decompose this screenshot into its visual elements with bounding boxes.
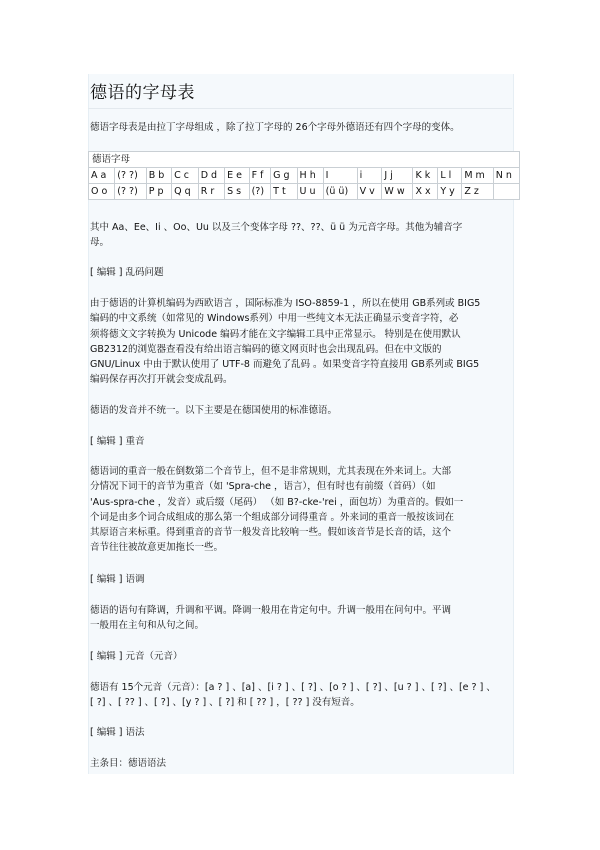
- text-line: 分情况下词干的音节为重音（如 'Spra-che ，语言），但有时也有前缀（首码）（如: [90, 481, 436, 493]
- vowels-paragraph: [90, 220, 512, 251]
- alphabet-cell: [493, 184, 519, 200]
- text-line: 其原语言来标重。得到重音的音节一般发音比较响一些。假如该音节是长音的话，这个: [90, 527, 452, 539]
- alphabet-cell: U u: [297, 184, 323, 200]
- text-line: 一般用在主句和从句之间。: [90, 620, 205, 632]
- pronunciation-paragraph: 德语的发音并不统一。以下主要是在德国使用的标准德语。: [90, 405, 338, 416]
- text-line: 由于德语的计算机编码为西欧语言 ，国际标准为 ISO-8859-1 ，所以在使用 GB系列或 BIG5: [90, 298, 481, 309]
- alphabet-cell: N n: [493, 168, 519, 184]
- alphabet-cell: H h: [297, 168, 323, 184]
- alphabet-cell: M m: [462, 168, 493, 184]
- text-line: GB2312的浏览器查看没有给出语言编码的德文网页时也会出现乱码。但在中文版的: [90, 343, 442, 355]
- section-heading-grammar: [ 编辑 ] 语法: [90, 727, 145, 738]
- intro-paragraph: 德语字母表是由拉丁字母组成 ，除了拉丁字母的 26个字母外德语还有四个字母的变体。: [90, 122, 460, 133]
- alphabet-row-1: [89, 168, 520, 184]
- document-page: [88, 74, 512, 774]
- text-line: 音节往往被故意更加拖长一些。: [90, 542, 224, 554]
- text-line: 个词是由多个词合成组成的那么第一个组成部分词得重音 。外来词的重音一般按该词在: [90, 511, 455, 523]
- alphabet-cell: (ü ü): [323, 184, 357, 200]
- section-heading-encoding: [ 编辑 ] 乱码问题: [90, 267, 164, 278]
- alphabet-table: [88, 151, 520, 200]
- alphabet-cell: I: [323, 168, 357, 184]
- alphabet-cell: S s: [225, 184, 250, 200]
- alphabet-cell: C c: [172, 168, 199, 184]
- main-entry-line: 主条目：德语语法: [90, 758, 167, 769]
- alphabet-cell: (? ?): [115, 168, 146, 184]
- alphabet-cell: X x: [413, 184, 438, 200]
- alphabet-table-header: 德语字母: [89, 152, 520, 168]
- alphabet-cell: V v: [357, 184, 382, 200]
- alphabet-cell: (?): [249, 184, 271, 200]
- text-line: 须将德文文字转换为 Unicode 编码才能在文字编辑工具中正常显示。 特别是在使用默认: [90, 328, 461, 340]
- alphabet-cell: A a: [89, 168, 115, 184]
- alphabet-cell: R r: [198, 184, 224, 200]
- alphabet-cell: Y y: [438, 184, 462, 200]
- alphabet-cell: D d: [198, 168, 224, 184]
- title-divider: [88, 108, 512, 109]
- alphabet-row-2: [89, 184, 520, 200]
- alphabet-cell: G g: [271, 168, 297, 184]
- intonation-paragraph: [90, 603, 512, 634]
- alphabet-cell: J j: [382, 168, 413, 184]
- text-line: 编码保存再次打开就会变成乱码。: [90, 374, 233, 386]
- section-heading-stress: [ 编辑 ] 重音: [90, 436, 145, 447]
- alphabet-cell: Q q: [172, 184, 199, 200]
- alphabet-cell: i: [357, 168, 382, 184]
- alphabet-cell: T t: [271, 184, 297, 200]
- alphabet-cell: O o: [89, 184, 115, 200]
- text-line: 编码的中文系统（如常见的 Windows系列）中用一些纯文本无法正确显示变音字符，必: [90, 313, 459, 325]
- alphabet-cell: F f: [249, 168, 271, 184]
- encoding-paragraph: [90, 296, 512, 388]
- alphabet-cell: (? ?): [115, 184, 146, 200]
- text-line: 'Aus-spra-che ，发音）或后缀（尾码） （如 B?-cke-'rei ，面包坊）为重音的。假如一: [90, 496, 464, 508]
- vowel-list-paragraph: [90, 680, 512, 711]
- stress-paragraph: [90, 464, 512, 556]
- alphabet-cell: K k: [413, 168, 438, 184]
- text-line: 德语有 15个元音（元音）：[a ? ] 、[a] 、[i ? ] 、[ ?] 、[o ? ] 、[ ?] 、[u ? ] 、[ ?] 、[e ? ] 、: [90, 682, 496, 693]
- section-heading-vowels: [ 编辑 ] 元音（元音）: [90, 651, 183, 662]
- page-title: 德语的字母表: [90, 83, 195, 103]
- alphabet-cell: P p: [146, 184, 171, 200]
- section-heading-intonation: [ 编辑 ] 语调: [90, 574, 145, 585]
- alphabet-cell: B b: [146, 168, 171, 184]
- text-line: 其中 Aa、Ee、Ii 、Oo、Uu 以及三个变体字母 ??、??、ü ü 为元音字母。其他为辅音字: [90, 222, 463, 233]
- alphabet-cell: Z z: [462, 184, 493, 200]
- text-line: [ ?] 、[ ?? ] 、[ ?] 、[y ? ] 、[ ?] 和 [ ?? ] ，[ ?? ] 没有短音。: [90, 697, 360, 709]
- text-line: GNU/Linux 中由于默认使用了 UTF-8 而避免了乱码 。如果变音字符直接用 GB系列或 BIG5: [90, 359, 480, 371]
- text-line: 德语词的重音一般在倒数第二个音节上，但不是非常规则，尤其表现在外来词上。大部: [90, 466, 452, 477]
- alphabet-cell: E e: [225, 168, 250, 184]
- alphabet-cell: L l: [438, 168, 462, 184]
- text-line: 德语的语句有降调，升调和平调。降调一般用在肯定句中。升调一般用在问句中。平调: [90, 605, 452, 616]
- alphabet-cell: W w: [382, 184, 413, 200]
- text-line: 母。: [90, 237, 110, 249]
